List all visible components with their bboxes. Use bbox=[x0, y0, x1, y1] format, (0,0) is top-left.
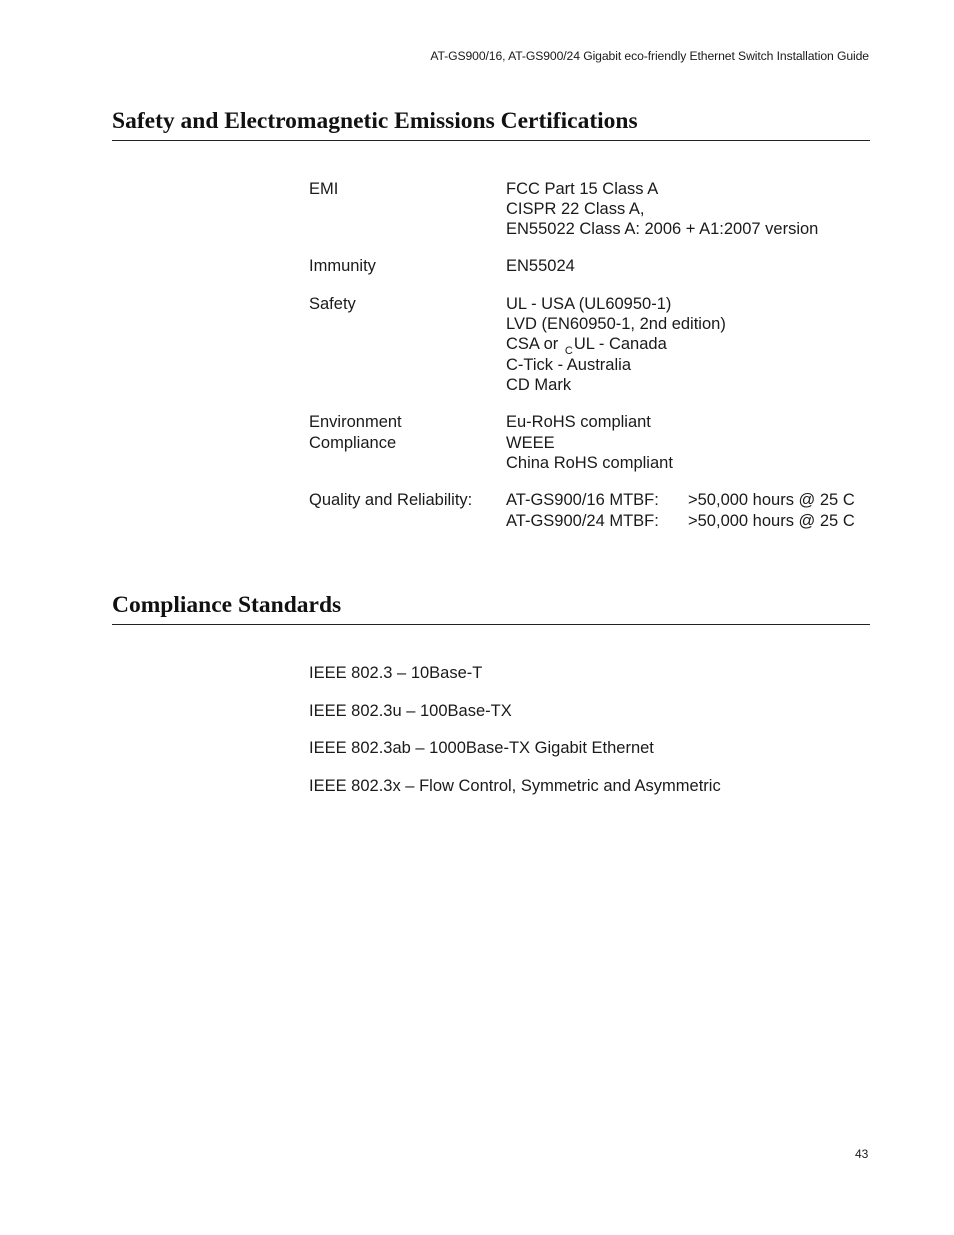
mtbf-model: AT-GS900/24 MTBF: bbox=[506, 512, 659, 530]
row-label-compliance: Compliance bbox=[309, 434, 397, 452]
environment-value-line: Eu-RoHS compliant bbox=[506, 413, 651, 431]
standard-item: IEEE 802.3ab – 1000Base-TX Gigabit Ethernet bbox=[309, 739, 654, 757]
row-label-safety: Safety bbox=[309, 295, 356, 313]
immunity-value-line: EN55024 bbox=[506, 257, 575, 275]
row-label-emi: EMI bbox=[309, 180, 339, 198]
safety-value-line: CD Mark bbox=[506, 376, 572, 394]
section-title-certifications: Safety and Electromagnetic Emissions Certifications bbox=[112, 108, 638, 134]
mtbf-value: >50,000 hours @ 25 C bbox=[688, 491, 855, 509]
safety-value-line: LVD (EN60950-1, 2nd edition) bbox=[506, 315, 726, 333]
standard-item: IEEE 802.3x – Flow Control, Symmetric and Asymmetric bbox=[309, 777, 721, 795]
row-label-immunity: Immunity bbox=[309, 257, 376, 275]
emi-value-line: CISPR 22 Class A, bbox=[506, 200, 645, 218]
emi-value-line: EN55022 Class A: 2006 + A1:2007 version bbox=[506, 220, 819, 238]
section-title-compliance: Compliance Standards bbox=[112, 592, 342, 618]
page-number: 43 bbox=[855, 1147, 869, 1161]
csa-subscript: C bbox=[564, 345, 573, 357]
environment-value-line: WEEE bbox=[506, 434, 555, 452]
mtbf-value: >50,000 hours @ 25 C bbox=[688, 512, 855, 530]
row-label-quality: Quality and Reliability: bbox=[309, 491, 473, 509]
section-rule bbox=[112, 624, 870, 625]
csa-suffix: UL - Canada bbox=[573, 335, 667, 353]
environment-value-line: China RoHS compliant bbox=[506, 454, 673, 472]
standard-item: IEEE 802.3u – 100Base-TX bbox=[309, 702, 512, 720]
section-rule bbox=[112, 140, 870, 141]
csa-prefix: CSA or bbox=[506, 335, 563, 353]
standard-item: IEEE 802.3 – 10Base-T bbox=[309, 664, 483, 682]
emi-value-line: FCC Part 15 Class A bbox=[506, 180, 659, 198]
safety-value-line: UL - USA (UL60950-1) bbox=[506, 295, 672, 313]
safety-value-line-csa bbox=[506, 334, 667, 356]
row-label-environment: Environment bbox=[309, 413, 402, 431]
safety-value-line: C-Tick - Australia bbox=[506, 356, 631, 374]
mtbf-model: AT-GS900/16 MTBF: bbox=[506, 491, 659, 509]
running-header: AT-GS900/16, AT-GS900/24 Gigabit eco-friendly Ethernet Switch Installation Guide bbox=[430, 49, 869, 63]
